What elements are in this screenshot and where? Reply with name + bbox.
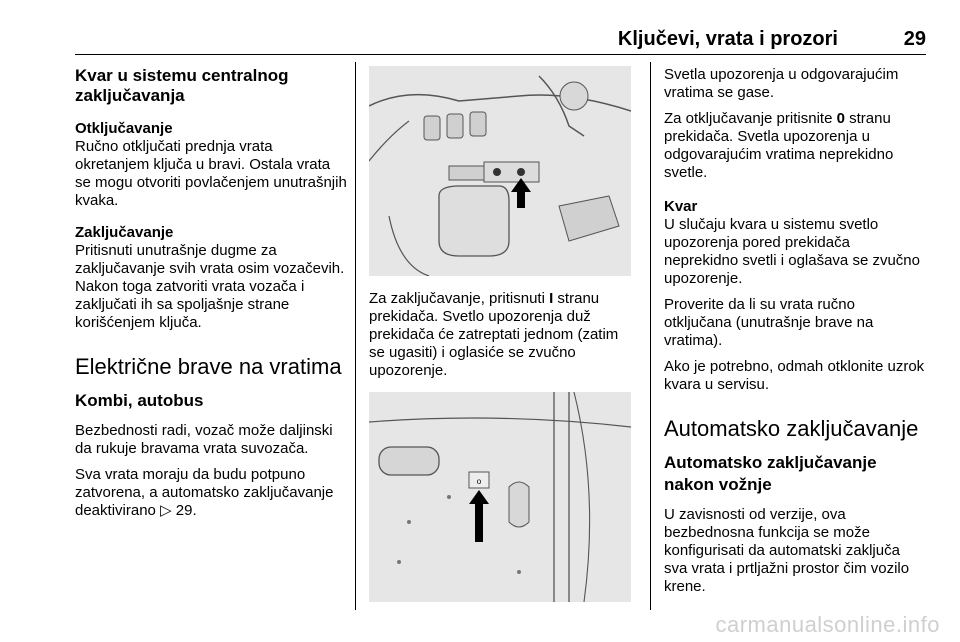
page-ref[interactable]: 29.: [175, 502, 197, 519]
paragraph-lights-off: Svetla upozorenja u odgovarajućim vratima se gase.: [664, 66, 899, 101]
paragraph-auto-lock: U zavisnosti od verzije, ova bezbednosna funkcija se može konfigurisati da automatski zaključa sva vrata i prtljažni prostor čim vozilo krene.: [664, 506, 910, 595]
paragraph-doors-closed: [75, 466, 347, 520]
section-heading-auto-lock: Automatsko zaključavanje: [664, 416, 919, 441]
lock-instruction-text-1: Za zaključavanje, pritisnuti: [369, 290, 550, 307]
fault-title: Kvar: [664, 198, 698, 215]
lock-block: [75, 224, 347, 332]
unlock-instruction-text-1: Za otključavanje pritisnite: [664, 110, 837, 127]
heading-central-locking-fault: Kvar u sistemu centralnog zaključavanja: [75, 66, 289, 105]
column-divider-1: [355, 62, 356, 610]
paragraph-safety: Bezbednosti radi, vozač može daljinski da rukuje bravama vrata suvozača.: [75, 422, 333, 457]
section-heading-electric-locks: Električne brave na vratima: [75, 354, 342, 379]
column-divider-2: [650, 62, 651, 610]
fault-text: U slučaju kvara u sistemu svetlo upozorenja pored prekidača neprekidno svetli i oglašava se zvučno upozorenje.: [664, 216, 920, 287]
header-rule: [75, 54, 926, 55]
dashboard-switch-illustration: [369, 66, 631, 276]
switch-label: o: [476, 477, 482, 486]
subheading-auto-lock-after-driving: Automatsko zaključavanje nakon vožnje: [664, 453, 877, 494]
paragraph-service: Ako je potrebno, odmah otklonite uzrok kvara u servisu.: [664, 358, 925, 393]
unlock-block: [75, 120, 347, 210]
lock-instruction-text-2: stranu prekidača. Svetlo upozorenja duž prekidača će zatreptati jednom (zatim se ugasiti) i oglasiće se zvučno upozorenje.: [369, 290, 619, 379]
page-header-title: Ključevi, vrata i prozori: [617, 28, 838, 50]
paragraph-check-doors: Proverite da li su vrata ručno otključana (unutrašnje brave na vratima).: [664, 296, 874, 349]
door-switch-illustration: [369, 392, 631, 602]
paragraph-lock-instruction: [369, 290, 631, 380]
watermark: carmanualsonline.info: [715, 612, 940, 637]
lock-key-symbol: I: [549, 290, 554, 307]
column-3: [664, 66, 926, 604]
paragraph-doors-closed-text: Sva vrata moraju da budu potpuno zatvorena, a automatsko zaključavanje deaktivirano: [75, 466, 334, 519]
lock-title: Zaključavanje: [75, 224, 174, 241]
paragraph-unlock: [664, 110, 926, 182]
lock-text: Pritisnuti unutrašnje dugme za zaključavanje svih vrata osim vozačevih. Nakon toga zatvoriti vrata vozača i zaključati ih sa spoljašnje strane korišćenjem ključa.: [75, 242, 345, 331]
page-ref-arrow-icon: ▷: [160, 502, 172, 519]
unlock-text: Ručno otključati prednja vrata okretanjem ključa u bravi. Ostala vrata se mogu otvoriti povlačenjem unutrašnjih kvaka.: [75, 138, 347, 209]
unlock-instruction-text-2: stranu prekidača. Svetla upozorenja u odgovarajućim vratima neprekidno svetle.: [664, 110, 894, 181]
page-number: 29: [903, 28, 926, 50]
unlock-key-symbol: 0: [836, 110, 845, 127]
unlock-title: Otključavanje: [75, 120, 173, 137]
subheading-van-bus: Kombi, autobus: [75, 391, 204, 410]
fault-block: [664, 198, 926, 288]
column-1: [75, 66, 347, 528]
column-2: [369, 66, 631, 602]
